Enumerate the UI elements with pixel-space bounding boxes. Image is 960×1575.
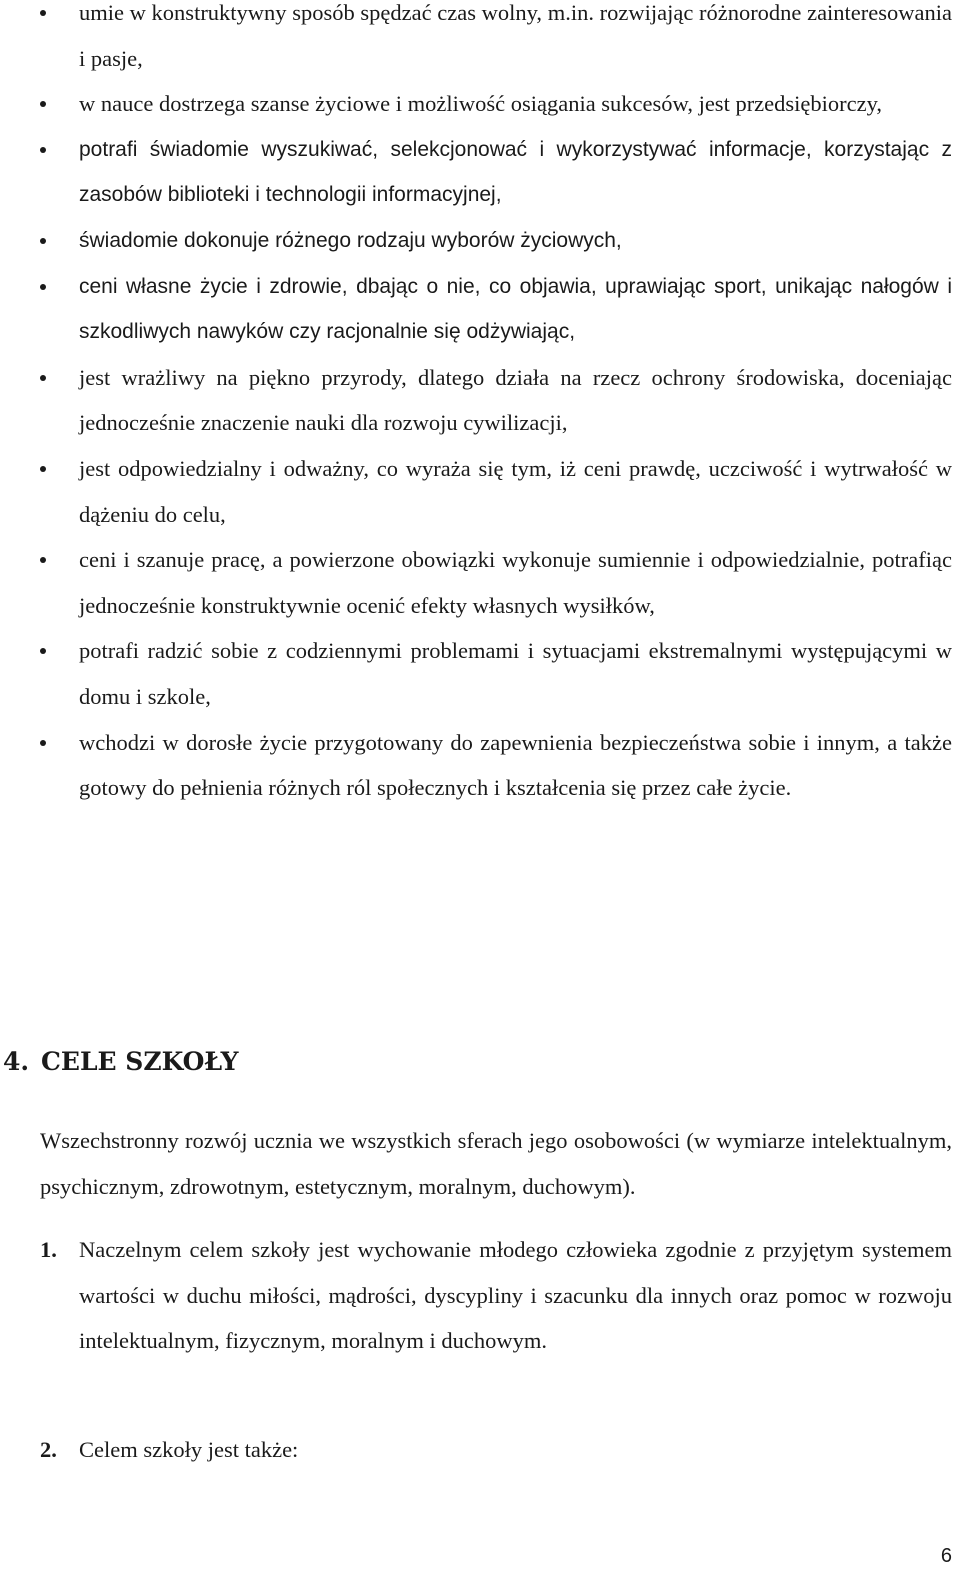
list-item xyxy=(0,81,960,127)
goal-text: Celem szkoły jest także: xyxy=(79,1437,299,1462)
list-item-text: świadomie dokonuje różnego rodzaju wyborów życiowych, xyxy=(79,228,622,252)
list-item xyxy=(0,264,960,355)
numbered-goal xyxy=(0,1427,960,1473)
bullet-icon xyxy=(40,101,46,107)
bullet-icon xyxy=(40,10,46,16)
list-item xyxy=(0,127,960,218)
list-item-text: wchodzi w dorosłe życie przygotowany do zapewnienia bezpieczeństwa sobie i innym, a także gotowy do pełnienia różnych ról społecznych i kształcenia się przez całe życie. xyxy=(79,729,952,801)
list-item-text: jest wrażliwy na piękno przyrody, dlatego działa na rzecz ochrony środowiska, doceniając jednocześnie znaczenie nauki dla rozwoju cywilizacji, xyxy=(79,364,952,436)
bullet-icon xyxy=(40,147,46,153)
list-item xyxy=(0,355,960,446)
bullet-icon xyxy=(40,466,46,472)
section-title: CELE SZKOŁY xyxy=(41,1047,239,1076)
page-number: 6 xyxy=(940,1545,952,1567)
list-item-text: umie w konstruktywny sposób spędzać czas wolny, m.in. rozwijając różnorodne zainteresowania i pasje, xyxy=(79,0,952,71)
list-item-text: ceni własne życie i zdrowie, dbając o nie, co objawia, uprawiając sport, unikając nałogów i szkodliwych nawyków czy racjonalnie się odżywiając, xyxy=(79,274,952,344)
bullet-icon xyxy=(40,740,46,746)
bullet-icon xyxy=(40,557,46,563)
goal-text: Naczelnym celem szkoły jest wychowanie młodego człowieka zgodnie z przyjętym systemem wartości w duchu miłości, mądrości, dyscypliny i szacunku dla innych oraz pomoc w rozwoju intelektualnym, fizycznym, moralnym i duchowym. xyxy=(79,1237,952,1354)
bullet-icon xyxy=(40,375,46,381)
list-item xyxy=(0,218,960,264)
list-item xyxy=(0,446,960,537)
bullet-icon xyxy=(40,648,46,654)
list-item xyxy=(0,628,960,719)
section-number: 4. xyxy=(3,1047,30,1076)
list-item-text: potrafi radzić sobie z codziennymi problemami i sytuacjami ekstremalnymi występującymi w domu i szkole, xyxy=(79,638,952,709)
intro-paragraph: Wszechstronny rozwój ucznia we wszystkich sferach jego osobowości (w wymiarze intelektualnym, psychicznym, zdrowotnym, estetycznym, moralnym, duchowym). xyxy=(40,1128,952,1199)
list-item-text: jest odpowiedzialny i odważny, co wyraża się tym, iż ceni prawdę, uczciwość i wytrwałość w dążeniu do celu, xyxy=(79,455,952,527)
bullet-icon xyxy=(40,284,46,290)
numbered-goal xyxy=(0,1227,960,1364)
list-item-text: w nauce dostrzega szanse życiowe i możliwość osiągania sukcesów, jest przedsiębiorczy, xyxy=(79,91,883,117)
list-item xyxy=(0,537,960,628)
section-heading xyxy=(3,1040,238,1084)
list-item-text: potrafi świadomie wyszukiwać, selekcjonować i wykorzystywać informacje, korzystając z zasobów biblioteki i technologii informacyjnej, xyxy=(79,137,952,207)
list-item xyxy=(0,720,960,811)
list-item-text: ceni i szanuje pracę, a powierzone obowiązki wykonuje sumiennie i odpowiedzialnie, potrafiąc jednocześnie konstruktywnie ocenić efekty własnych wysiłków, xyxy=(79,547,952,618)
goal-number: 2. xyxy=(40,1437,57,1462)
goal-number: 1. xyxy=(40,1237,57,1262)
bullet-icon xyxy=(40,238,46,244)
list-item xyxy=(0,0,960,81)
